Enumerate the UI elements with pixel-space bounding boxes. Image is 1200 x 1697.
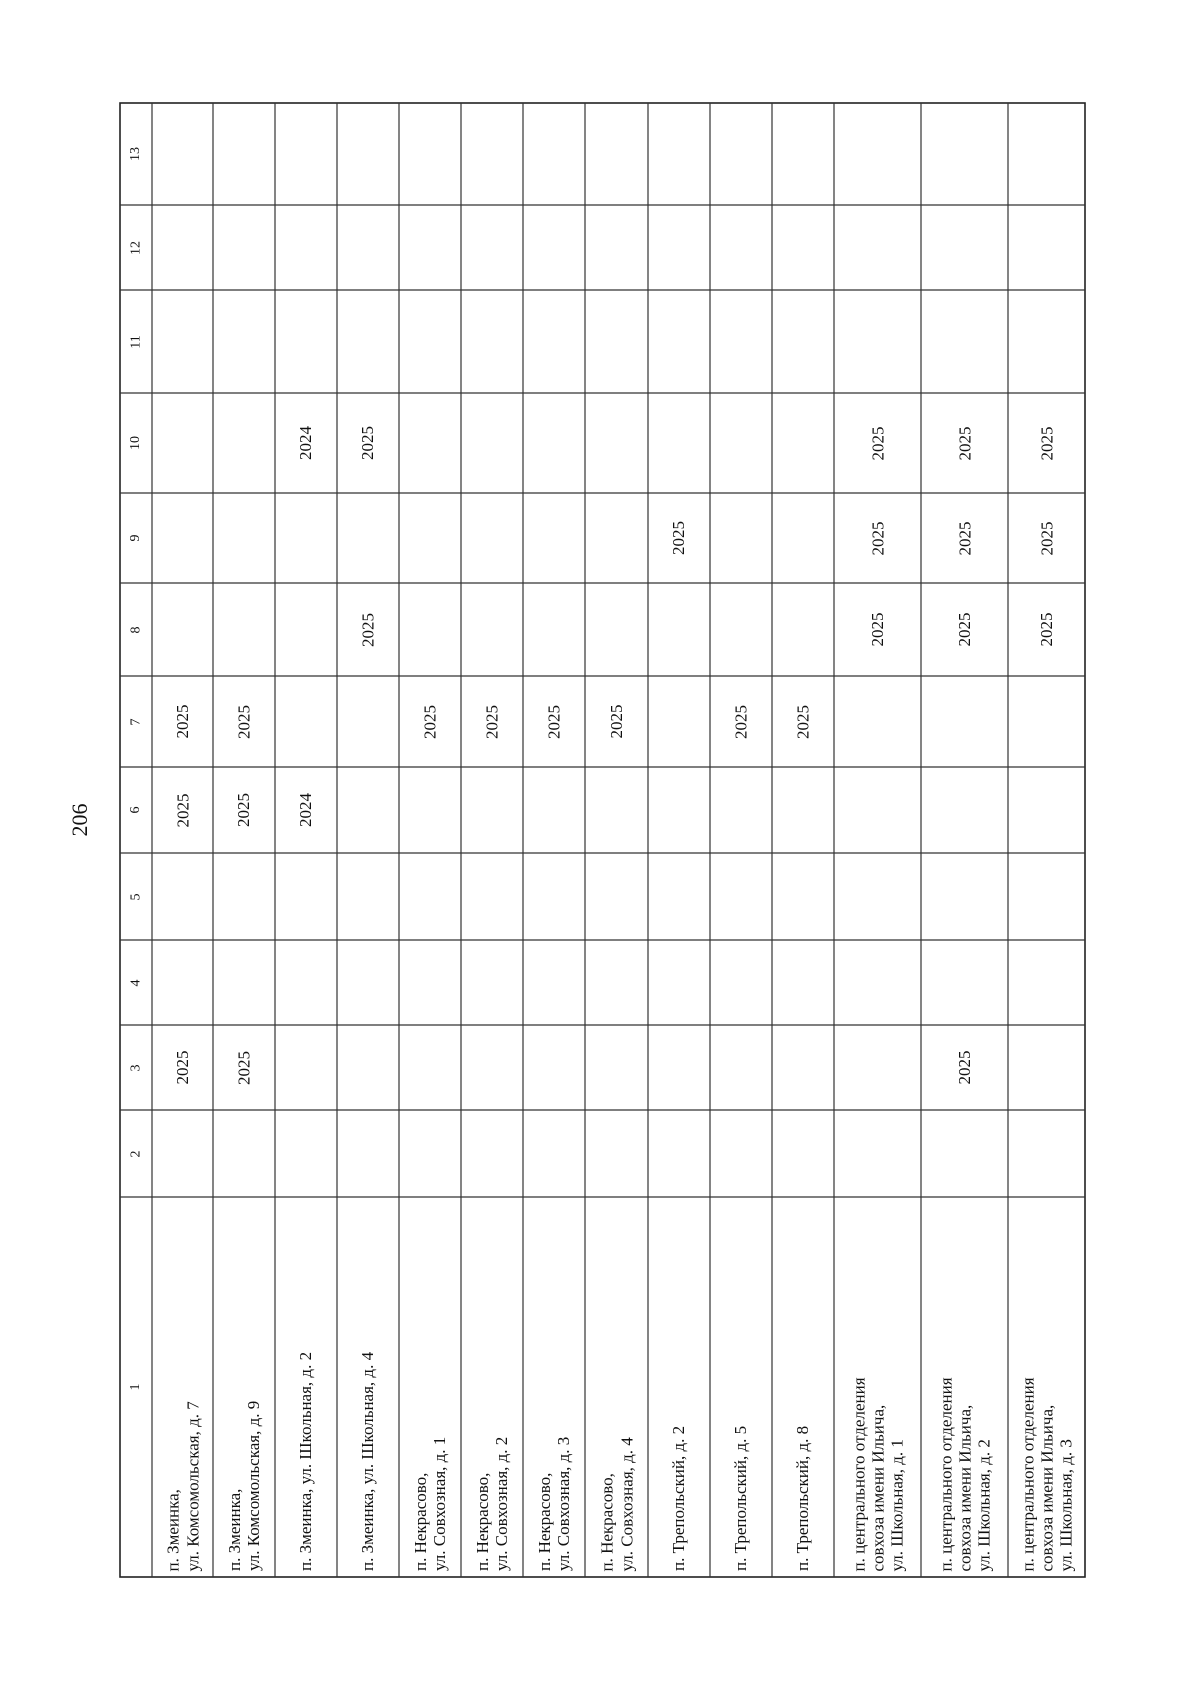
year-cell-text: 2025 (867, 521, 887, 555)
year-cell (710, 676, 772, 767)
column-header (120, 493, 152, 583)
address-cell-text: п. Змеинка, ул. Комсомольская, д. 7 (163, 1400, 202, 1571)
year-cell (275, 393, 337, 493)
year-cell-text: 2025 (954, 612, 974, 647)
column-header-text: 3 (128, 1064, 143, 1071)
address-cell (834, 1197, 921, 1577)
column-header (120, 1025, 152, 1110)
address-cell-text: п. Некрасово, ул. Совхозная, д. 1 (410, 1436, 449, 1571)
column-header (120, 583, 152, 676)
year-cell-text: 2025 (544, 704, 563, 739)
year-cell (152, 676, 213, 767)
year-cell-text: 2024 (296, 426, 315, 460)
column-header-text: 8 (128, 626, 143, 633)
address-cell (585, 1197, 648, 1577)
year-cell (585, 676, 648, 767)
year-cell (648, 493, 710, 583)
year-cell (834, 583, 921, 676)
column-header (120, 676, 152, 767)
page-number: 206 (67, 803, 92, 837)
year-cell (523, 676, 585, 767)
year-cell (834, 393, 921, 493)
year-cell-text: 2025 (793, 704, 812, 739)
year-cell (275, 767, 337, 853)
year-cell-text: 2025 (358, 612, 377, 647)
year-cell-text: 2025 (954, 521, 974, 555)
address-cell (1008, 1197, 1085, 1577)
column-header-text: 2 (128, 1150, 143, 1157)
column-header-text: 12 (128, 240, 143, 255)
year-cell-text: 2025 (234, 793, 253, 827)
address-cell-text: п. Змеинка, ул. Комсомольская, д. 9 (224, 1400, 263, 1571)
address-cell (921, 1197, 1008, 1577)
year-cell-text: 2025 (172, 1050, 192, 1085)
year-cell (921, 393, 1008, 493)
year-cell-text: 2025 (234, 1050, 253, 1085)
address-cell-text: п. центрального отделения совхоза имени Ильича, ул. Школьная, д. 1 (848, 1376, 907, 1571)
column-header (120, 1110, 152, 1197)
column-header (120, 1197, 152, 1577)
address-cell (710, 1197, 772, 1577)
address-cell (772, 1197, 834, 1577)
address-cell (152, 1197, 213, 1577)
address-cell-text: п. центрального отделения совхоза имени Ильича, ул. Школьная, д. 3 (1017, 1376, 1076, 1571)
year-cell (1008, 393, 1085, 493)
year-cell-text: 2025 (867, 426, 887, 460)
year-cell (772, 676, 834, 767)
column-header-text: 10 (128, 436, 143, 450)
year-cell-text: 2025 (731, 704, 750, 739)
address-cell (213, 1197, 275, 1577)
year-cell (213, 676, 275, 767)
year-cell (337, 583, 399, 676)
year-cell-text: 2025 (1036, 426, 1056, 460)
year-cell-text: 2025 (482, 704, 501, 739)
address-cell (648, 1197, 710, 1577)
address-cell-text: п. Трепольский, д. 2 (669, 1425, 689, 1571)
column-header-text: 1 (128, 1383, 143, 1391)
column-header-text: 7 (128, 718, 143, 725)
year-cell (1008, 583, 1085, 676)
year-cell-text: 2025 (1036, 612, 1056, 647)
column-header-text: 6 (128, 806, 143, 814)
year-cell-text: 2025 (954, 1050, 974, 1085)
year-cell-text: 2025 (867, 612, 887, 647)
column-header-text: 13 (128, 147, 143, 161)
year-cell-text: 2025 (606, 704, 626, 739)
column-header (120, 853, 152, 940)
column-header (120, 767, 152, 853)
column-header-text: 9 (128, 534, 143, 542)
address-cell (399, 1197, 461, 1577)
year-cell-text: 2025 (172, 793, 192, 827)
column-header-text: 5 (128, 893, 143, 900)
year-cell (399, 676, 461, 767)
column-header (120, 290, 152, 393)
year-cell-text: 2025 (669, 521, 688, 555)
address-cell (275, 1197, 337, 1577)
column-header (120, 940, 152, 1025)
address-cell (337, 1197, 399, 1577)
year-cell (337, 393, 399, 493)
year-cell-text: 2025 (358, 426, 377, 460)
column-header-text: 4 (128, 979, 143, 986)
address-cell-text: п. Некрасово, ул. Совхозная, д. 3 (534, 1436, 573, 1571)
year-cell (921, 1025, 1008, 1110)
address-cell (523, 1197, 585, 1577)
year-cell (152, 767, 213, 853)
column-header-text: 11 (128, 334, 143, 349)
year-cell-text: 2024 (296, 793, 315, 827)
year-cell-text: 2025 (1036, 521, 1056, 555)
column-header (120, 103, 152, 205)
column-header (120, 393, 152, 493)
year-cell (213, 1025, 275, 1110)
address-cell-text: п. Некрасово, ул. Совхозная, д. 4 (597, 1436, 636, 1571)
address-cell-text: п. Змеинка, ул. Школьная, д. 4 (358, 1351, 378, 1571)
address-cell (461, 1197, 523, 1577)
column-header (120, 205, 152, 290)
year-cell (1008, 493, 1085, 583)
year-cell-text: 2025 (172, 704, 192, 739)
address-cell-text: п. Змеинка, ул. Школьная, д. 2 (296, 1351, 316, 1571)
year-cell (834, 493, 921, 583)
year-cell-text: 2025 (954, 426, 974, 460)
year-cell-text: 2025 (420, 704, 439, 739)
year-cell-text: 2025 (234, 704, 253, 739)
address-cell-text: п. центрального отделения совхоза имени Ильича, ул. Школьная, д. 2 (935, 1376, 994, 1571)
year-cell (213, 767, 275, 853)
address-cell-text: п. Некрасово, ул. Совхозная, д. 2 (472, 1436, 511, 1571)
address-cell-text: п. Трепольский, д. 5 (731, 1425, 751, 1571)
year-cell (152, 1025, 213, 1110)
address-cell-text: п. Трепольский, д. 8 (793, 1425, 813, 1571)
year-cell (921, 583, 1008, 676)
year-cell (461, 676, 523, 767)
year-cell (921, 493, 1008, 583)
